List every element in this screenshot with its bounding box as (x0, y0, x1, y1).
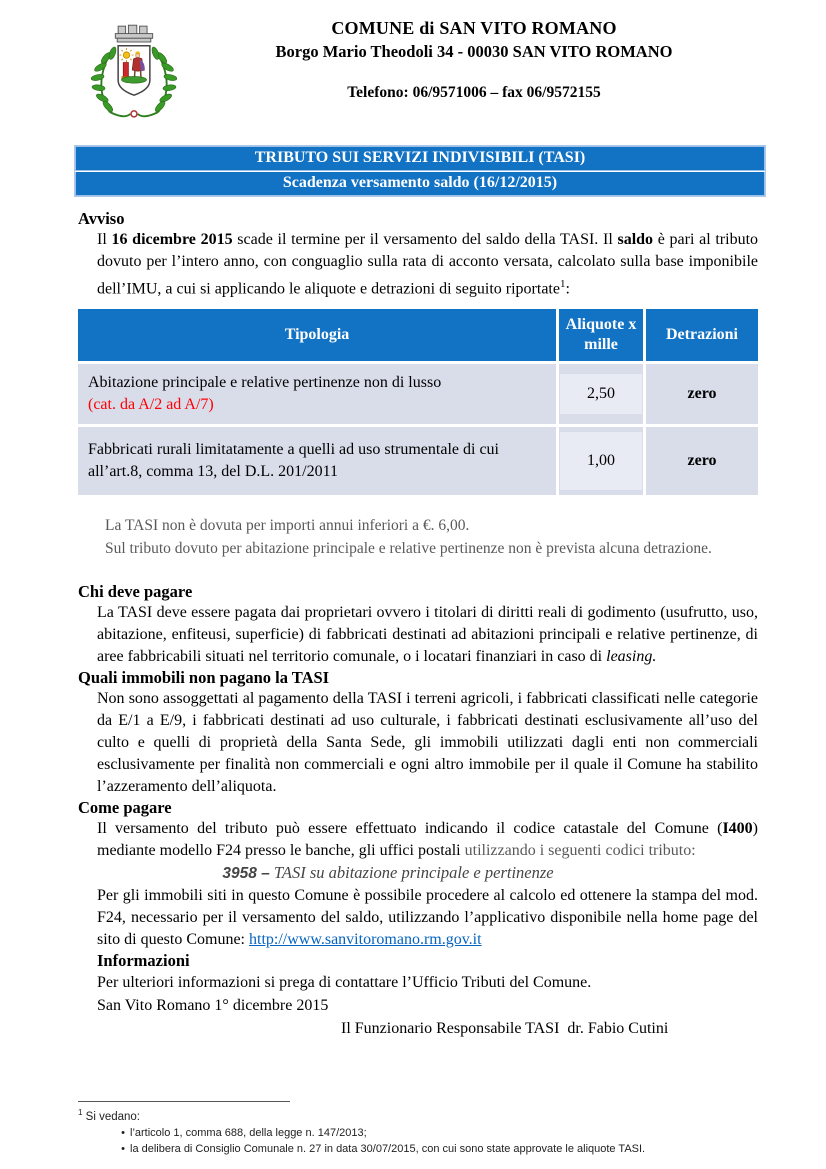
footnote-block (78, 1101, 758, 1155)
header-detrazioni: Detrazioni (646, 309, 758, 361)
come-pagare-paragraph-1 (78, 818, 758, 862)
org-name: COMUNE di SAN VITO ROMANO (331, 18, 617, 38)
avviso-seg1: Il (97, 231, 112, 248)
footnote-intro (78, 1108, 758, 1123)
aliquota-value-1: 2,50 (560, 374, 642, 414)
footnote-item-text-1: l’articolo 1, comma 688, della legge n. 147/2013; (130, 1127, 367, 1139)
section-heading-chi-deve-pagare: Chi deve pagare (78, 582, 193, 602)
come-pagare-seg4: Per gli immobili siti in questo Comune è possibile procedere al calcolo ed ottenere la stampa del mod. F24, necessario per il versamento del saldo, utilizzando l’applicativo disponibile nella home page del sito di questo Comune: (97, 887, 758, 949)
bullet-icon: • (121, 1127, 125, 1139)
come-pagare-paragraph-2 (78, 885, 758, 951)
codice-tributo-number: 3958 – (222, 865, 270, 883)
codice-catastale: I400 (722, 820, 753, 838)
codice-tributo-desc: TASI su abitazione principale e pertinenze (269, 863, 554, 883)
section-heading-quali-immobili: Quali immobili non pagano la TASI (78, 668, 330, 688)
table-header-row (78, 309, 758, 361)
footnote-item (78, 1127, 758, 1139)
table-row (78, 427, 758, 495)
note-line-1: La TASI non è dovuta per importi annui inferiori a €. 6,00. (105, 517, 470, 535)
cell-tipologia-1 (78, 364, 556, 424)
avviso-paragraph (78, 229, 758, 300)
section-heading-informazioni: Informazioni (97, 951, 190, 971)
letterhead (78, 10, 758, 131)
table-row (78, 364, 758, 424)
come-pagare-seg3: ) mediante modello F24 presso le banche, gli uffici postali (97, 820, 758, 860)
header-tipologia: Tipologia (78, 309, 556, 361)
table-note (78, 514, 758, 560)
footnote-reference: 1 (559, 278, 566, 290)
tipologia-text-2: Fabbricati rurali limitatamente a quelli ad uso strumentale di cui all’art.8, comma 13, del D.L. 201/2011 (88, 441, 499, 481)
codice-tributo-line (78, 862, 758, 885)
banner-line-2: Scadenza versamento saldo (16/12/2015) (75, 172, 765, 196)
avviso-seg6: : (565, 280, 570, 298)
aliquota-value-2: 1,00 (560, 432, 642, 490)
footnote-intro-text: Si vedano: (85, 1111, 141, 1123)
cell-tipologia-2 (78, 427, 556, 495)
org-address: Borgo Mario Theodoli 34 - 00030 SAN VITO ROMANO (275, 42, 673, 61)
tipologia-text-1: Abitazione principale e relative pertinenze non di lusso (88, 374, 442, 392)
leasing-italic: leasing. (606, 648, 657, 666)
quali-immobili-paragraph: Non sono assoggettati al pagamento della TASI i terreni agricoli, i fabbricati classificati nelle categorie da E/1 a E/9, i fabbricati destinati ad uso culturale, i fabbricati destinati esclusivamente all’uso del culto e quelli di proprietà della Santa Sede, gli immobili utilizzati dagli enti non commerciali esclusivamente per finalità non commerciali e ogni altro immobile per il quale il Comune ha stabilito l’azzeramento dell’aliquota. (97, 690, 758, 796)
codici-tributo-intro: utilizzando i seguenti codici tributo: (464, 842, 696, 860)
informazioni-body: Per ulteriori informazioni si prega di contattare l’Ufficio Tributi del Comune. (97, 974, 592, 992)
signature-line: Il Funzionario Responsabile TASI dr. Fabio Cutini (341, 1020, 669, 1038)
footnote-item (78, 1143, 758, 1155)
footnote-separator (78, 1101, 290, 1102)
cell-aliquota-1 (559, 364, 643, 424)
org-phone: Telefono: 06/9571006 – fax 06/9572155 (347, 84, 601, 101)
section-heading-come-pagare: Come pagare (78, 798, 172, 818)
avviso-date: 16 dicembre 2015 (111, 231, 233, 248)
cell-aliquota-2 (559, 427, 643, 495)
banner-line-1: TRIBUTO SUI SERVIZI INDIVISIBILI (TASI) (75, 146, 765, 171)
footnote-marker: 1 (78, 1108, 83, 1118)
cell-detrazione-1: zero (646, 364, 758, 424)
aliquote-table (75, 306, 761, 498)
header-aliquote: Aliquote x mille (559, 309, 643, 361)
cell-detrazione-2: zero (646, 427, 758, 495)
letterhead-text (190, 10, 758, 102)
title-banner (74, 145, 766, 197)
chi-deve-pagare-text: La TASI deve essere pagata dai proprietari ovvero i titolari di diritti reali di godimento (usufrutto, uso, abitazione, enfiteusi, superficie) di fabbricati destinati ad abitazioni principali e relative pertinenze, di aree fabbricabili situati nel territorio comunale, o i locatari finanziari in caso di (97, 604, 758, 666)
avviso-seg3: scade il termine per il versamento del saldo della TASI. Il (232, 231, 618, 248)
coat-of-arms-icon (78, 10, 190, 131)
website-link[interactable]: http://www.sanvitoromano.rm.gov.it (249, 931, 482, 949)
come-pagare-seg1: Il versamento del tributo può essere effettuato indicando il codice catastale del Comune ( (97, 820, 723, 838)
avviso-saldo: saldo (617, 231, 654, 248)
tipologia-category-red: (cat. da A/2 ad A/7) (88, 396, 214, 414)
avviso-seg5: è pari al tributo dovuto per l’intero anno, con conguaglio sulla rata di acconto versata, calcolato sulla base imponibile dell’IMU, a cui si applicando le aliquote e detrazioni di seguito riportate (97, 231, 759, 298)
footnote-item-text-2: la delibera di Consiglio Comunale n. 27 in data 30/07/2015, con cui sono state approvate le aliquote TASI. (130, 1143, 646, 1155)
chi-deve-pagare-paragraph (78, 602, 758, 668)
section-heading-avviso: Avviso (78, 209, 125, 228)
date-line: San Vito Romano 1° dicembre 2015 (97, 997, 329, 1015)
note-line-2: Sul tributo dovuto per abitazione principale e relative pertinenze non è prevista alcuna detrazione. (105, 540, 712, 558)
bullet-icon: • (121, 1143, 125, 1155)
